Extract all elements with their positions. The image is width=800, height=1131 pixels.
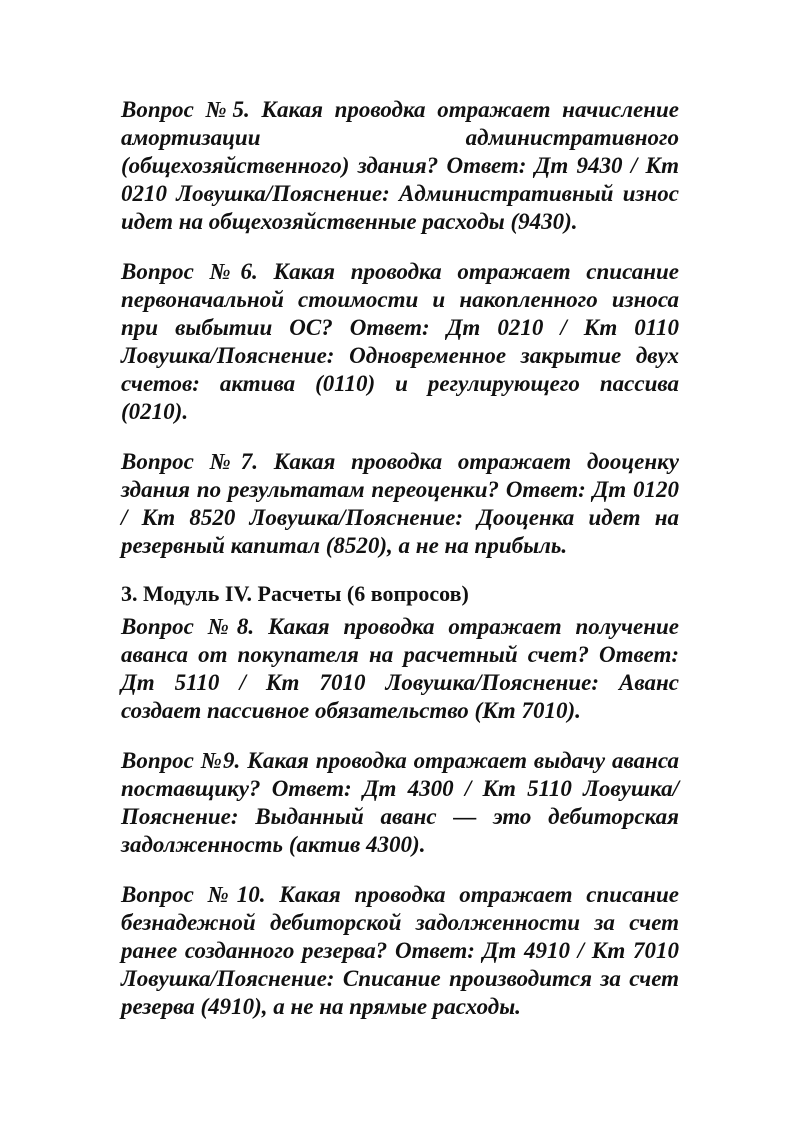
question-10: Вопрос №10. Какая проводка отражает списание безнадежной дебиторской задолженности за счет ранее созданного резерва? Ответ: Дт 4910 / Кт 7010 Ловушка/Пояснение: Списание производится за счет резерва (4910), а не на прямые расходы. [121, 882, 679, 1019]
section-heading: 3. Модуль IV. Расчеты (6 вопросов) [121, 581, 469, 606]
question-6: Вопрос №6. Какая проводка отражает списание первоначальной стоимости и накопленного износа при выбытии ОС? Ответ: Дт 0210 / Кт 0110 Ловушка/Пояснение: Одновременное закрытие двух счетов: актива (0110) и регулирующего пассива (0210). [121, 259, 679, 424]
question-8: Вопрос №8. Какая проводка отражает получение аванса от покупателя на расчетный счет? Ответ: Дт 5110 / Кт 7010 Ловушка/Пояснение: Аванс создает пассивное обязательство (Кт 7010). [121, 614, 679, 723]
question-9: Вопрос №9. Какая проводка отражает выдачу аванса поставщику? Ответ: Дт 4300 / Кт 5110 Ловушка/Пояснение: Выданный аванс — это дебиторская задолженность (актив 4300). [121, 748, 679, 857]
question-5: Вопрос №5. Какая проводка отражает начисление амортизации административного (общехозяйственного) здания? Ответ: Дт 9430 / Кт 0210 Ловушка/Пояснение: Административный износ идет на общехозяйственные расходы (9430). [121, 97, 679, 234]
document-page [121, 96, 679, 1043]
question-7: Вопрос №7. Какая проводка отражает дооценку здания по результатам переоценки? Ответ: Дт 0120 / Кт 8520 Ловушка/Пояснение: Дооценка идет на резервный капитал (8520), а не на прибыль. [121, 449, 679, 558]
